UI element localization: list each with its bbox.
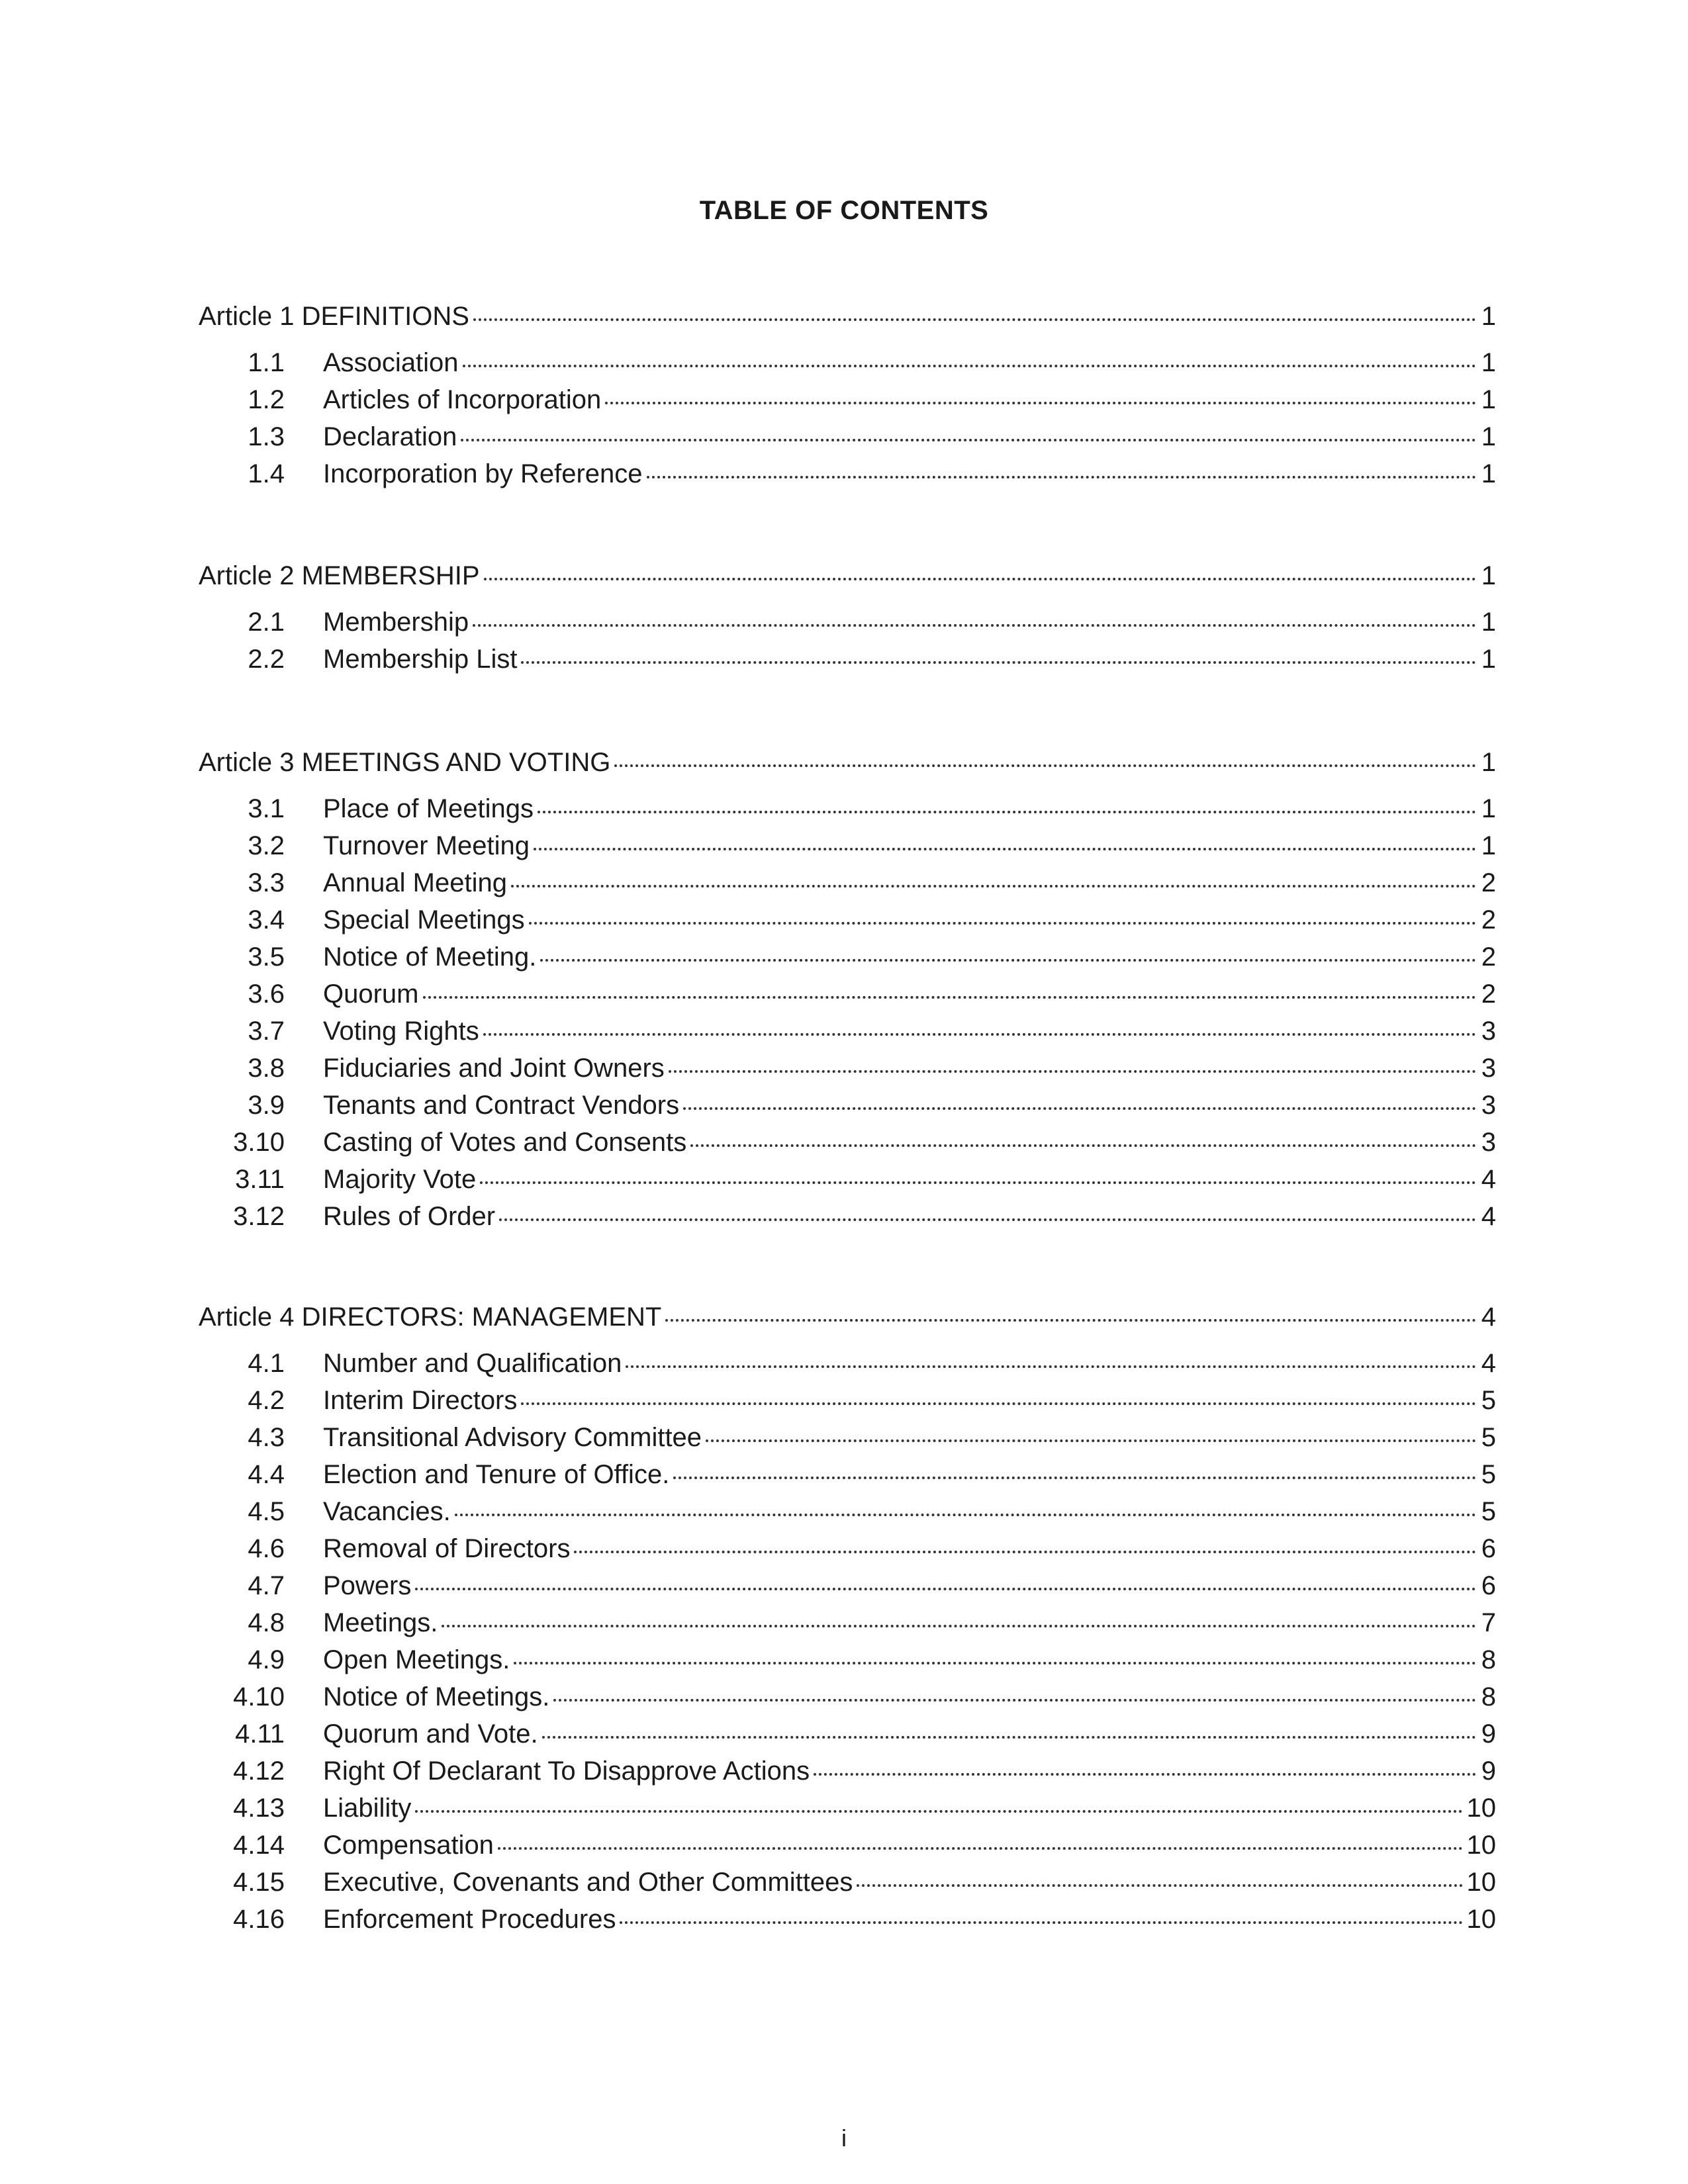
section-label [199, 1827, 494, 1864]
dot-leader [463, 365, 1476, 367]
section-title: Quorum [323, 979, 419, 1009]
section-page-number: 1 [1481, 645, 1496, 674]
section-number: 3.6 [248, 979, 285, 1009]
section-page-number: 8 [1481, 1645, 1496, 1674]
section-label [199, 790, 534, 827]
section-title: Right Of Declarant To Disapprove Actions [323, 1756, 810, 1786]
section-label [199, 827, 530, 864]
dot-leader [673, 1477, 1476, 1479]
toc-section-entry[interactable] [199, 1790, 1496, 1827]
section-label [199, 1493, 451, 1530]
toc-section-entry[interactable] [199, 864, 1496, 901]
article-title: Article 2 MEMBERSHIP [199, 561, 480, 590]
page-number: i [841, 2124, 847, 2152]
dot-leader [461, 439, 1476, 441]
dot-leader [690, 1144, 1476, 1147]
toc-article-3 [199, 744, 1496, 1235]
dot-leader [626, 1365, 1476, 1368]
section-title: Notice of Meeting. [323, 942, 537, 972]
section-page-number: 2 [1481, 905, 1496, 934]
dot-leader [614, 764, 1476, 767]
section-title: Incorporation by Reference [323, 459, 643, 488]
section-number: 4.15 [233, 1868, 285, 1897]
article-page-number: 4 [1481, 1302, 1496, 1332]
dot-leader [484, 578, 1476, 580]
spacer [199, 781, 1496, 790]
toc-section-entry[interactable] [199, 790, 1496, 827]
section-page-number: 2 [1481, 979, 1496, 1009]
section-number: 4.3 [248, 1423, 285, 1452]
toc-section-entry[interactable] [199, 1530, 1496, 1567]
article-title: Article 3 MEETINGS AND VOTING [199, 748, 611, 777]
toc-section-entry[interactable] [199, 344, 1496, 381]
toc-article-1 [199, 298, 1496, 492]
dot-leader [499, 1218, 1476, 1221]
section-page-number: 2 [1481, 868, 1496, 897]
section-title: Casting of Votes and Consents [323, 1128, 687, 1157]
section-page-number: 3 [1481, 1017, 1496, 1046]
dot-leader [542, 1736, 1476, 1739]
section-page-number: 6 [1481, 1534, 1496, 1563]
section-label [199, 1790, 411, 1827]
dot-leader [857, 1884, 1462, 1887]
section-title: Voting Rights [323, 1017, 479, 1046]
section-title: Number and Qualification [323, 1349, 622, 1378]
section-page-number: 1 [1481, 608, 1496, 637]
toc-article-heading[interactable] [199, 298, 1496, 335]
section-page-number: 10 [1466, 1794, 1496, 1823]
section-title: Meetings. [323, 1608, 438, 1637]
section-number: 3.12 [233, 1202, 285, 1231]
section-label [199, 1641, 510, 1678]
toc-section-entry[interactable] [199, 604, 1496, 641]
section-title: Association [323, 348, 459, 377]
toc-article-4 [199, 1298, 1496, 1938]
section-page-number: 1 [1481, 422, 1496, 451]
section-number: 3.8 [248, 1054, 285, 1083]
toc-section-entry[interactable] [199, 1752, 1496, 1790]
dot-leader [423, 996, 1477, 999]
toc-section-entry[interactable] [199, 1641, 1496, 1678]
section-title: Quorum and Vote. [323, 1719, 538, 1749]
toc-section-entry[interactable] [199, 1419, 1496, 1456]
toc-section-entry[interactable] [199, 1198, 1496, 1235]
dot-leader [442, 1625, 1476, 1627]
toc-article-heading[interactable] [199, 744, 1496, 781]
section-number: 4.9 [248, 1645, 285, 1674]
dot-leader [553, 1699, 1476, 1702]
toc-section-entry[interactable] [199, 455, 1496, 492]
section-page-number: 7 [1481, 1608, 1496, 1637]
section-title: Turnover Meeting [323, 831, 530, 860]
section-page-number: 5 [1481, 1460, 1496, 1489]
section-title: Rules of Order [323, 1202, 496, 1231]
toc-section-entry[interactable] [199, 901, 1496, 938]
dot-leader [540, 959, 1476, 962]
dot-leader [538, 811, 1476, 813]
dot-leader [605, 402, 1476, 404]
toc-article-heading[interactable] [199, 1298, 1496, 1336]
section-page-number: 1 [1481, 348, 1496, 377]
section-number: 1.1 [248, 348, 285, 377]
page-title: TABLE OF CONTENTS [699, 196, 989, 225]
section-page-number: 2 [1481, 942, 1496, 972]
dot-leader [473, 624, 1476, 627]
dot-leader [415, 1810, 1462, 1813]
dot-leader [574, 1551, 1476, 1553]
section-number: 4.14 [233, 1831, 285, 1860]
section-label [199, 1050, 665, 1087]
section-label [199, 864, 507, 901]
section-label [199, 938, 536, 976]
section-page-number: 3 [1481, 1128, 1496, 1157]
section-number: 3.3 [248, 868, 285, 897]
spacer [199, 1336, 1496, 1345]
dot-leader [683, 1107, 1476, 1110]
section-number: 3.4 [248, 905, 285, 934]
section-number: 4.6 [248, 1534, 285, 1563]
article-page-number: 1 [1481, 561, 1496, 590]
article-title: Article 4 DIRECTORS: MANAGEMENT [199, 1302, 662, 1332]
dot-leader [529, 922, 1476, 925]
section-page-number: 3 [1481, 1091, 1496, 1120]
section-number: 4.1 [248, 1349, 285, 1378]
section-title: Majority Vote [323, 1165, 477, 1194]
dot-leader [665, 1319, 1476, 1322]
section-page-number: 9 [1481, 1756, 1496, 1786]
section-label [199, 344, 459, 381]
dot-leader [514, 1662, 1476, 1664]
section-number: 4.16 [233, 1905, 285, 1934]
section-number: 2.2 [248, 645, 285, 674]
section-number: 3.1 [248, 794, 285, 823]
section-page-number: 10 [1466, 1905, 1496, 1934]
section-page-number: 1 [1481, 794, 1496, 823]
section-label [199, 381, 601, 418]
section-number: 1.2 [248, 385, 285, 414]
toc-section-entry[interactable] [199, 1864, 1496, 1901]
dot-leader [480, 1181, 1476, 1184]
section-label [199, 1530, 570, 1567]
section-number: 3.9 [248, 1091, 285, 1120]
section-number: 2.1 [248, 608, 285, 637]
dot-leader [455, 1514, 1476, 1516]
toc-section-entry[interactable] [199, 1456, 1496, 1493]
dot-leader [669, 1070, 1476, 1073]
section-title: Removal of Directors [323, 1534, 571, 1563]
section-number: 1.3 [248, 422, 285, 451]
section-number: 3.5 [248, 942, 285, 972]
section-label [199, 1901, 616, 1938]
section-title: Place of Meetings [323, 794, 534, 823]
section-number: 4.5 [248, 1497, 285, 1526]
dot-leader [534, 848, 1476, 850]
section-page-number: 1 [1481, 459, 1496, 488]
toc-section-entry[interactable] [199, 976, 1496, 1013]
section-page-number: 9 [1481, 1719, 1496, 1749]
section-title: Declaration [323, 422, 457, 451]
toc-section-entry[interactable] [199, 1678, 1496, 1715]
section-number: 3.2 [248, 831, 285, 860]
section-label [199, 455, 643, 492]
section-number: 4.12 [233, 1756, 285, 1786]
dot-leader [498, 1847, 1463, 1850]
section-label [199, 641, 517, 678]
toc-section-entry[interactable] [199, 1050, 1496, 1087]
section-label [199, 1419, 702, 1456]
dot-leader [521, 661, 1476, 664]
section-page-number: 3 [1481, 1054, 1496, 1083]
section-number: 4.11 [235, 1719, 285, 1749]
section-label [199, 1161, 476, 1198]
section-label [199, 1198, 495, 1235]
toc-article-2 [199, 557, 1496, 678]
section-label [199, 1456, 669, 1493]
toc-section-entry[interactable] [199, 827, 1496, 864]
section-number: 4.4 [248, 1460, 285, 1489]
section-page-number: 10 [1466, 1831, 1496, 1860]
section-title: Special Meetings [323, 905, 525, 934]
toc-section-entry[interactable] [199, 1715, 1496, 1752]
dot-leader [814, 1773, 1476, 1776]
section-page-number: 5 [1481, 1423, 1496, 1452]
section-number: 4.10 [233, 1682, 285, 1711]
section-number: 3.10 [233, 1128, 285, 1157]
toc-section-entry[interactable] [199, 1493, 1496, 1530]
section-label [199, 1567, 411, 1604]
section-page-number: 1 [1481, 831, 1496, 860]
toc-section-entry[interactable] [199, 1901, 1496, 1938]
section-page-number: 4 [1481, 1349, 1496, 1378]
toc-section-entry[interactable] [199, 938, 1496, 976]
toc-section-entry[interactable] [199, 1604, 1496, 1641]
section-title: Interim Directors [323, 1386, 518, 1415]
dot-leader [483, 1033, 1476, 1036]
section-label [199, 1382, 517, 1419]
toc-section-entry[interactable] [199, 1124, 1496, 1161]
section-title: Fiduciaries and Joint Owners [323, 1054, 665, 1083]
section-label [199, 976, 419, 1013]
dot-leader [706, 1439, 1476, 1442]
section-label [199, 1604, 438, 1641]
section-title: Enforcement Procedures [323, 1905, 616, 1934]
section-title: Membership List [323, 645, 518, 674]
section-title: Annual Meeting [323, 868, 507, 897]
section-page-number: 10 [1466, 1868, 1496, 1897]
section-page-number: 5 [1481, 1497, 1496, 1526]
section-label [199, 1013, 479, 1050]
spacer [199, 335, 1496, 344]
section-label [199, 1124, 686, 1161]
section-label [199, 1345, 622, 1382]
section-number: 4.8 [248, 1608, 285, 1637]
section-title: Election and Tenure of Office. [323, 1460, 670, 1489]
section-title: Powers [323, 1571, 412, 1600]
section-title: Compensation [323, 1831, 494, 1860]
section-page-number: 5 [1481, 1386, 1496, 1415]
toc-section-entry[interactable] [199, 418, 1496, 455]
toc-section-entry[interactable] [199, 381, 1496, 418]
toc-section-entry[interactable] [199, 641, 1496, 678]
section-page-number: 1 [1481, 385, 1496, 414]
section-number: 4.13 [233, 1794, 285, 1823]
dot-leader [473, 318, 1476, 321]
section-title: Articles of Incorporation [323, 385, 602, 414]
article-page-number: 1 [1481, 302, 1496, 331]
dot-leader [620, 1921, 1462, 1924]
dot-leader [511, 885, 1476, 887]
section-number: 1.4 [248, 459, 285, 488]
section-number: 3.7 [248, 1017, 285, 1046]
section-label [199, 418, 457, 455]
section-title: Transitional Advisory Committee [323, 1423, 702, 1452]
section-title: Vacancies. [323, 1497, 451, 1526]
article-title: Article 1 DEFINITIONS [199, 302, 469, 331]
dot-leader [415, 1588, 1476, 1590]
toc-section-entry[interactable] [199, 1382, 1496, 1419]
section-label [199, 1087, 679, 1124]
toc-section-entry[interactable] [199, 1567, 1496, 1604]
section-label [199, 901, 525, 938]
toc-section-entry[interactable] [199, 1345, 1496, 1382]
section-label [199, 1678, 549, 1715]
section-label [199, 1715, 538, 1752]
section-title: Membership [323, 608, 469, 637]
section-label [199, 1864, 853, 1901]
section-page-number: 4 [1481, 1202, 1496, 1231]
dot-leader [647, 476, 1477, 478]
toc-section-entry[interactable] [199, 1013, 1496, 1050]
section-label [199, 1752, 810, 1790]
section-label [199, 604, 469, 641]
article-page-number: 1 [1481, 748, 1496, 777]
section-page-number: 4 [1481, 1165, 1496, 1194]
section-number: 4.7 [248, 1571, 285, 1600]
section-number: 3.11 [235, 1165, 285, 1194]
toc-article-heading[interactable] [199, 557, 1496, 594]
section-title: Notice of Meetings. [323, 1682, 550, 1711]
section-page-number: 6 [1481, 1571, 1496, 1600]
section-number: 4.2 [248, 1386, 285, 1415]
section-title: Tenants and Contract Vendors [323, 1091, 680, 1120]
section-title: Liability [323, 1794, 412, 1823]
toc-section-entry[interactable] [199, 1087, 1496, 1124]
section-title: Executive, Covenants and Other Committees [323, 1868, 853, 1897]
toc-section-entry[interactable] [199, 1827, 1496, 1864]
section-page-number: 8 [1481, 1682, 1496, 1711]
dot-leader [521, 1402, 1476, 1405]
section-title: Open Meetings. [323, 1645, 510, 1674]
toc-section-entry[interactable] [199, 1161, 1496, 1198]
spacer [199, 594, 1496, 604]
